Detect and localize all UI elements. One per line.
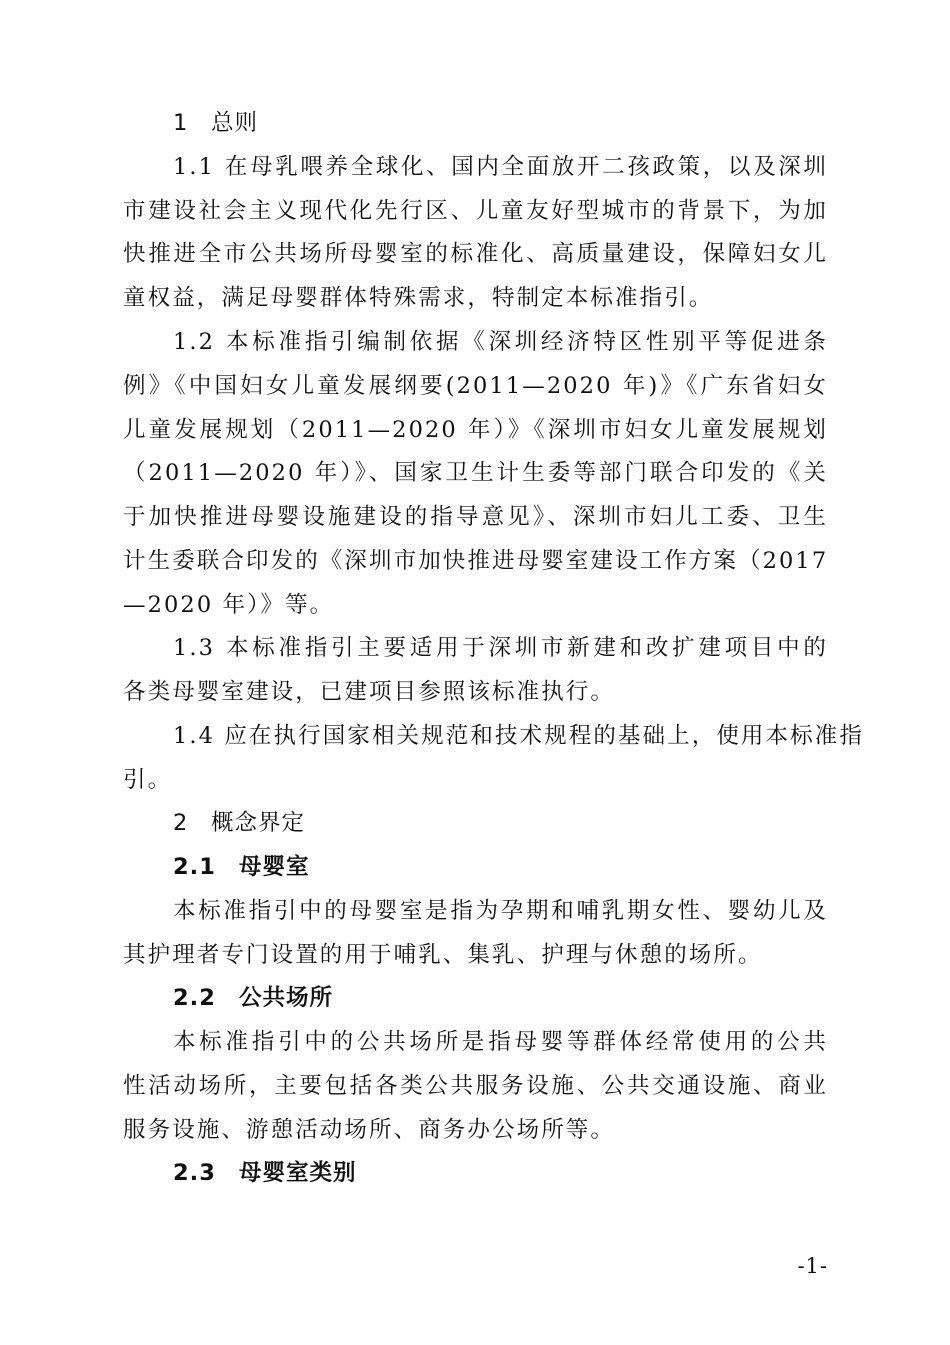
paragraph-line: 例》《中国妇女儿童发展纲要(2011—2020 年)》《广东省妇女	[123, 373, 828, 399]
paragraph-line: 1.2 本标准指引编制依据《深圳经济特区性别平等促进条	[173, 329, 828, 355]
section-heading-2	[123, 805, 828, 841]
subsection-heading-2-3	[123, 1155, 828, 1191]
paragraph-line: （2011—2020 年）》、国家卫生计生委等部门联合印发的《关	[123, 460, 828, 486]
subsection-number: 2.2	[173, 985, 216, 1011]
paragraph-line: 服务设施、游憩活动场所、商务办公场所等。	[123, 1117, 616, 1143]
subsection-heading-2-1	[123, 849, 828, 885]
subsection-title: 母婴室类别	[239, 1160, 357, 1186]
section-heading-1	[123, 105, 828, 141]
paragraph-line: 各类母婴室建设，已建项目参照该标准执行。	[123, 679, 616, 705]
subsection-number: 2.3	[173, 1160, 216, 1186]
paragraph-line: 其护理者专门设置的用于哺乳、集乳、护理与休憩的场所。	[123, 942, 763, 968]
section-number: 2	[173, 810, 189, 836]
paragraph-line: 童权益，满足母婴群体特殊需求，特制定本标准指引。	[123, 285, 714, 311]
paragraph-line: 市建设社会主义现代化先行区、儿童友好型城市的背景下，为加	[123, 198, 828, 224]
paragraph-line: 于加快推进母婴设施建设的指导意见》、深圳市妇儿工委、卫生	[123, 504, 828, 530]
paragraph-line: 1.1 在母乳喂养全球化、国内全面放开二孩政策，以及深圳	[173, 154, 828, 180]
paragraph-line: —2020 年）》等。	[123, 592, 335, 618]
paragraph-line: 本标准指引中的母婴室是指为孕期和哺乳期女性、婴幼儿及	[173, 898, 828, 924]
paragraph-line: 1.4 应在执行国家相关规范和技术规程的基础上，使用本标准指	[173, 723, 864, 749]
paragraph-line: 1.3 本标准指引主要适用于深圳市新建和改扩建项目中的	[173, 635, 828, 661]
paragraph-line: 性活动场所，主要包括各类公共服务设施、公共交通设施、商业	[123, 1073, 828, 1099]
paragraph-line: 快推进全市公共场所母婴室的标准化、高质量建设，保障妇女儿	[123, 241, 828, 267]
subsection-number: 2.1	[173, 854, 216, 880]
subsection-heading-2-2	[123, 980, 828, 1016]
subsection-title: 公共场所	[239, 985, 334, 1011]
section-title: 概念界定	[211, 810, 306, 836]
paragraph-line: 引。	[123, 767, 173, 793]
paragraph-line: 儿童发展规划（2011—2020 年）》《深圳市妇女儿童发展规划	[123, 417, 828, 443]
paragraph-line: 计生委联合印发的《深圳市加快推进母婴室建设工作方案（2017	[123, 548, 829, 574]
paragraph-line: 本标准指引中的公共场所是指母婴等群体经常使用的公共	[173, 1029, 828, 1055]
section-title: 总则	[211, 110, 259, 136]
page-number: -1-	[797, 1254, 828, 1278]
section-number: 1	[173, 110, 189, 136]
subsection-title: 母婴室	[239, 854, 310, 880]
